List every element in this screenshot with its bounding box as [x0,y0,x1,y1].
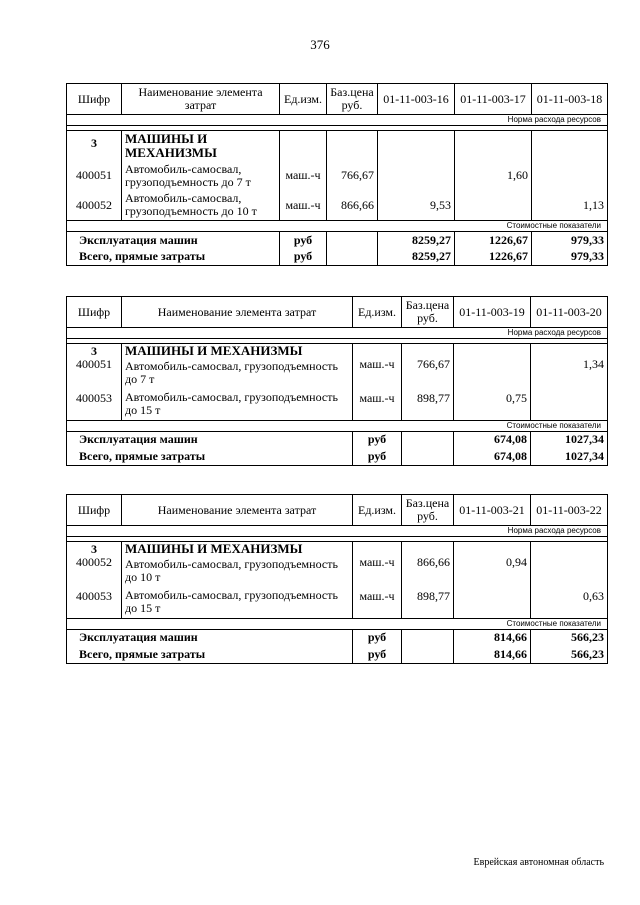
table-row [67,388,608,420]
row-value [454,358,531,388]
table-row [67,358,608,388]
row-code: 400053 [67,388,122,420]
header-price: Баз.цена руб. [402,495,454,526]
total-row [67,232,608,249]
section-code: 3 [67,131,122,161]
total-name: Всего, прямые затраты [67,249,280,266]
row-price: 898,77 [402,586,454,618]
header-code: Шифр [67,495,122,526]
total-name: Эксплуатация машин [67,629,353,646]
section-code: 3 [67,542,122,557]
header-price: Баз.цена руб. [327,84,378,115]
row-value [532,161,608,191]
resource-table-2 [66,296,608,466]
cost-label: Стоимостные показатели [67,420,608,431]
row-name: Автомобиль-самосвал, грузоподъемность до 10 т [122,556,353,586]
table-row [67,556,608,586]
row-unit: маш.-ч [280,161,327,191]
header-col: 01-11-003-17 [455,84,532,115]
total-value: 8259,27 [378,249,455,266]
table-row [67,586,608,618]
total-row [67,431,608,448]
row-code: 400051 [67,161,122,191]
row-value: 1,13 [532,191,608,221]
row-value [378,161,455,191]
total-row [67,646,608,663]
row-name: Автомобиль-самосвал, грузоподъемность до 15 т [122,388,353,420]
row-name: Автомобиль-самосвал, грузоподъемность до 15 т [122,586,353,618]
norm-label: Норма расхода ресурсов [67,115,608,126]
row-price: 766,67 [402,358,454,388]
total-value: 1226,67 [455,249,532,266]
total-value: 566,23 [531,629,608,646]
table-row [67,161,608,191]
total-unit: руб [353,629,402,646]
section-code: 3 [67,344,122,359]
header-col: 01-11-003-19 [454,297,531,328]
row-price: 866,66 [402,556,454,586]
header-name: Наименование элемента затрат [122,495,353,526]
cost-label: Стоимостные показатели [67,221,608,232]
total-value: 566,23 [531,646,608,663]
header-unit: Ед.изм. [353,297,402,328]
row-value [454,586,531,618]
total-value: 1027,34 [531,431,608,448]
row-unit: маш.-ч [353,388,402,420]
header-name: Наименование элемента затрат [122,84,280,115]
header-unit: Ед.изм. [280,84,327,115]
row-value: 0,63 [531,586,608,618]
header-col: 01-11-003-20 [531,297,608,328]
total-row [67,448,608,465]
total-name: Эксплуатация машин [67,232,280,249]
row-price: 866,66 [327,191,378,221]
row-code: 400052 [67,191,122,221]
row-value [531,388,608,420]
page-number: 376 [310,37,330,52]
row-name: Автомобиль-самосвал, грузоподъемность до 7 т [122,358,353,388]
total-unit: руб [353,431,402,448]
row-unit: маш.-ч [353,586,402,618]
row-value: 0,75 [454,388,531,420]
header-unit: Ед.изм. [353,495,402,526]
row-code: 400053 [67,586,122,618]
header-col: 01-11-003-21 [454,495,531,526]
total-unit: руб [353,646,402,663]
total-unit: руб [280,232,327,249]
resource-table-1 [66,83,608,266]
header-name: Наименование элемента затрат [122,297,353,328]
norm-label: Норма расхода ресурсов [67,328,608,339]
total-value: 814,66 [454,629,531,646]
total-value: 979,33 [532,232,608,249]
total-value: 1027,34 [531,448,608,465]
header-code: Шифр [67,297,122,328]
total-unit: руб [280,249,327,266]
row-unit: маш.-ч [353,358,402,388]
total-name: Эксплуатация машин [67,431,353,448]
total-value: 1226,67 [455,232,532,249]
section-name: МАШИНЫ И МЕХАНИЗМЫ [122,131,280,161]
footer-region: Еврейская автономная область [473,857,604,868]
section-name: МАШИНЫ И МЕХАНИЗМЫ [122,542,353,557]
row-unit: маш.-ч [353,556,402,586]
resource-table-3 [66,494,608,664]
total-row [67,249,608,266]
total-unit: руб [353,448,402,465]
row-code: 400052 [67,556,122,586]
header-price: Баз.цена руб. [402,297,454,328]
total-row [67,629,608,646]
row-value [531,556,608,586]
row-name: Автомобиль-самосвал, грузоподъемность до 10 т [122,191,280,221]
row-unit: маш.-ч [280,191,327,221]
row-value: 1,34 [531,358,608,388]
row-value [455,191,532,221]
norm-label: Норма расхода ресурсов [67,526,608,537]
row-value: 1,60 [455,161,532,191]
total-value: 979,33 [532,249,608,266]
total-value: 814,66 [454,646,531,663]
total-value: 8259,27 [378,232,455,249]
total-name: Всего, прямые затраты [67,646,353,663]
row-value: 0,94 [454,556,531,586]
header-col: 01-11-003-22 [531,495,608,526]
row-code: 400051 [67,358,122,388]
row-name: Автомобиль-самосвал, грузоподъемность до 7 т [122,161,280,191]
table-row [67,191,608,221]
total-value: 674,08 [454,431,531,448]
total-value: 674,08 [454,448,531,465]
cost-label: Стоимостные показатели [67,618,608,629]
total-name: Всего, прямые затраты [67,448,353,465]
header-code: Шифр [67,84,122,115]
header-col: 01-11-003-16 [378,84,455,115]
header-col: 01-11-003-18 [532,84,608,115]
row-price: 766,67 [327,161,378,191]
section-name: МАШИНЫ И МЕХАНИЗМЫ [122,344,353,359]
row-value: 9,53 [378,191,455,221]
row-price: 898,77 [402,388,454,420]
